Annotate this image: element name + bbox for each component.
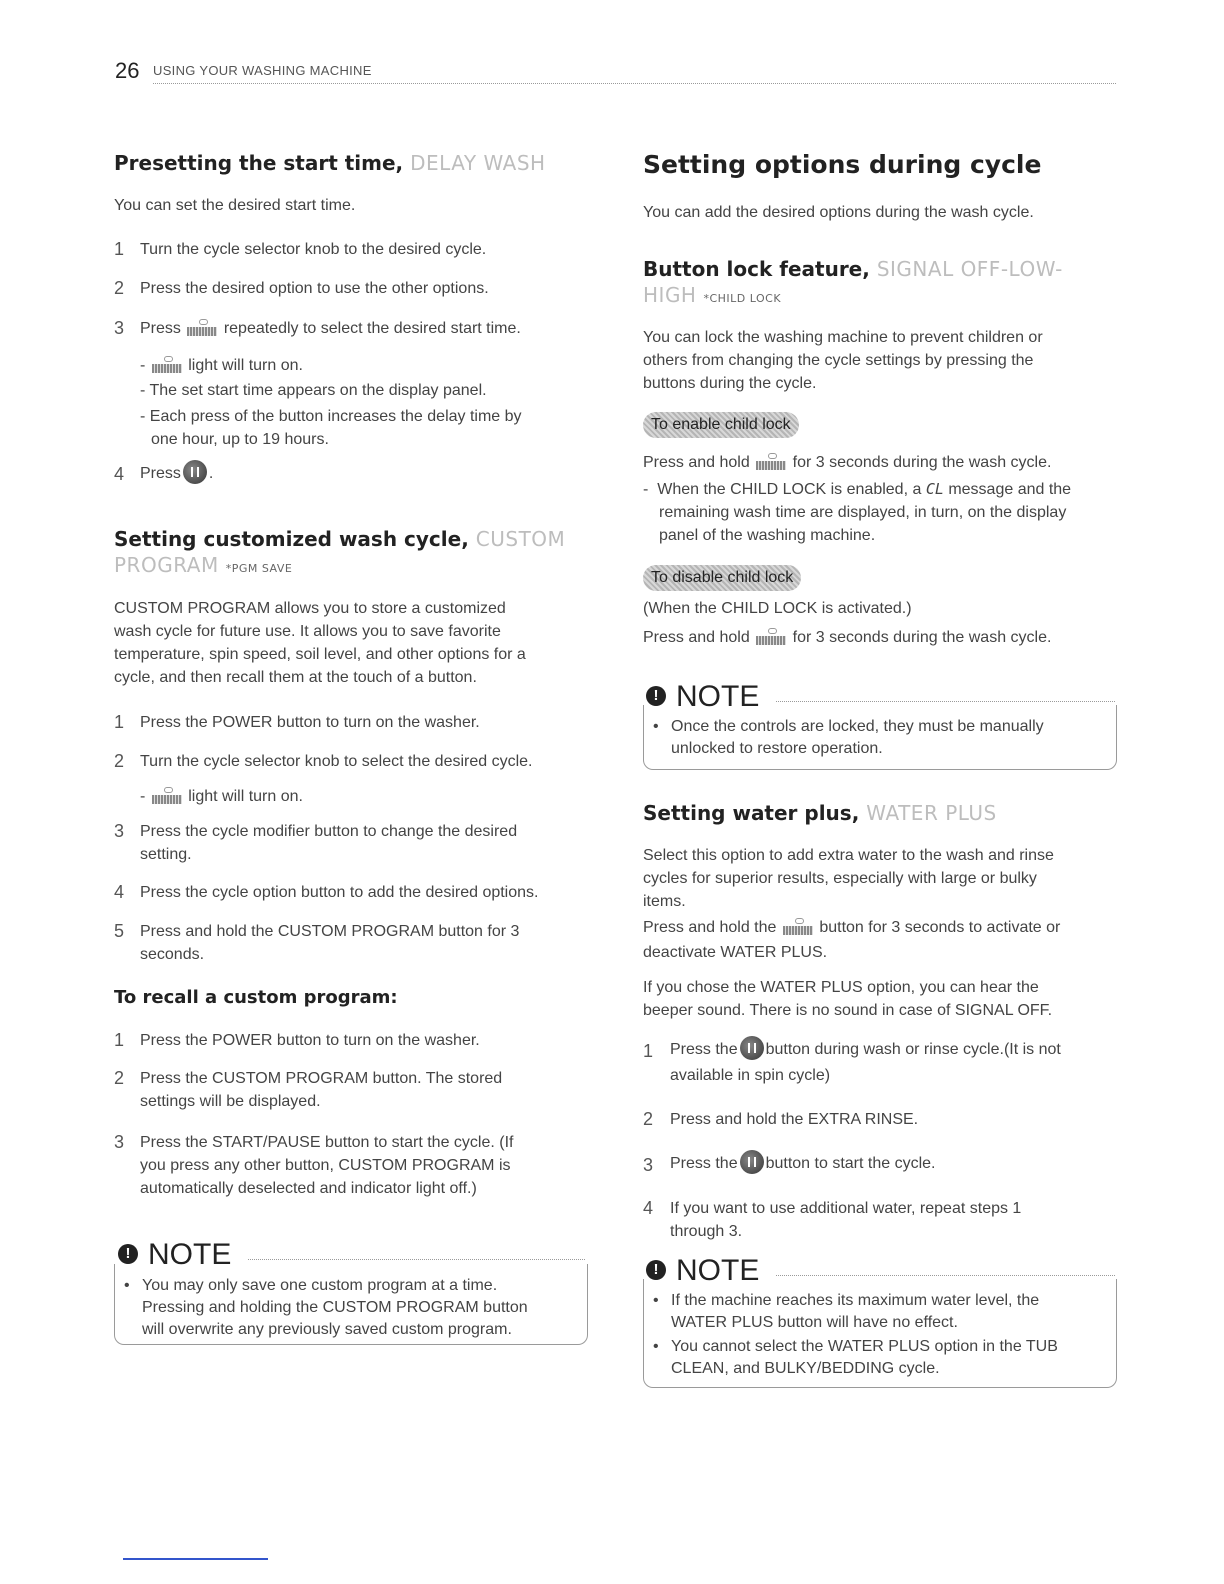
enable-child-lock-detail: - When the CHILD LOCK is enabled, a CL message and the remaining wash time are displayed, in turn, on the display panel of the washing machine. xyxy=(643,480,1072,544)
water-plus-beep: If you chose the WATER PLUS option, you can hear the beeper sound. There is no sound in case of SIGNAL OFF. xyxy=(643,979,1053,1019)
button-lock-heading: Button lock feature, SIGNAL OFF-LOW- HIGH *CHILD LOCK xyxy=(643,257,1063,307)
custom-sub: - light will turn on. xyxy=(140,785,303,808)
delay-wash-light-icon xyxy=(150,355,184,377)
enable-child-lock-instruction: Press and hold for 3 seconds during the wash cycle. xyxy=(643,451,1051,474)
cl-display-code: CL xyxy=(925,480,944,498)
disable-condition: (When the CHILD LOCK is activated.) xyxy=(643,600,912,617)
note-heading-1: ! NOTE xyxy=(118,1238,231,1272)
water-plus-hold: Press and hold the button for 3 seconds to activate or deactivate WATER PLUS. xyxy=(643,916,1123,964)
note-icon: ! xyxy=(118,1244,138,1264)
enable-child-lock-label: To enable child lock xyxy=(643,412,799,438)
custom-intro: CUSTOM PROGRAM allows you to store a customized wash cycle for future use. It allows you to save favorite temperature, spin speed, soil level, and other options for a cycle, and then recall them at the touch of a button. xyxy=(114,600,526,686)
custom-program-heading: Setting customized wash cycle, CUSTOM PROGRAM *PGM SAVE xyxy=(114,527,566,577)
note-heading-2: ! NOTE xyxy=(646,680,759,714)
water-plus-intro: Select this option to add extra water to the wash and rinse cycles for superior results, especially with large or bulky items. xyxy=(643,847,1054,910)
delay-wash-button-icon xyxy=(185,318,219,340)
page-number: 26 xyxy=(115,58,140,83)
recall-step-3: 3 Press the START/PAUSE button to start the cycle. (If you press any other button, CUSTOM PROGRAM is automatically deselected and indicator light off.) xyxy=(114,1132,514,1197)
options-heading: Setting options during cycle xyxy=(643,150,1042,179)
options-intro: You can add the desired options during the wash cycle. xyxy=(643,204,1034,221)
delay-sub-4: one hour, up to 19 hours. xyxy=(151,431,329,448)
delay-intro: You can set the desired start time. xyxy=(114,197,356,214)
water-step-4: 4 If you want to use additional water, repeat steps 1 through 3. xyxy=(643,1198,1022,1240)
header-rule xyxy=(153,83,1116,84)
note-rule-2 xyxy=(776,701,1115,702)
signal-button-icon xyxy=(754,452,788,474)
note-rule-1 xyxy=(248,1259,585,1260)
recall-heading: To recall a custom program: xyxy=(114,987,398,1008)
delay-sub-3: - Each press of the button increases the delay time by xyxy=(140,408,522,425)
delay-wash-heading: Presetting the start time, DELAY WASH xyxy=(114,151,546,175)
recall-step-2: 2 Press the CUSTOM PROGRAM button. The stored settings will be displayed. xyxy=(114,1068,503,1110)
note-heading-3: ! NOTE xyxy=(646,1254,759,1288)
disable-child-lock-label: To disable child lock xyxy=(643,565,801,591)
delay-sub-2: - The set start time appears on the display panel. xyxy=(140,382,487,399)
running-header: USING YOUR WASHING MACHINE xyxy=(153,63,372,78)
custom-step-5: 5 Press and hold the CUSTOM PROGRAM button for 3 seconds. xyxy=(114,921,520,963)
delay-sub-1: - light will turn on. xyxy=(140,354,303,377)
custom-step-3: 3 Press the cycle modifier button to change the desired setting. xyxy=(114,821,518,863)
water-plus-button-icon xyxy=(781,917,815,939)
water-step-1: 1 Press the button during wash or rinse cycle.(It is not available in spin cycle) xyxy=(643,1036,1123,1086)
lock-intro: You can lock the washing machine to prevent children or others from changing the cycle settings by pressing the buttons during the cycle. xyxy=(643,329,1043,392)
signal-button-icon xyxy=(754,627,788,649)
custom-program-light-icon xyxy=(150,786,184,808)
footer-rule xyxy=(123,1558,268,1560)
note-rule-3 xyxy=(776,1275,1115,1276)
disable-child-lock-instruction: Press and hold for 3 seconds during the wash cycle. xyxy=(643,626,1051,649)
start-pause-icon xyxy=(181,460,209,488)
water-plus-heading: Setting water plus, WATER PLUS xyxy=(643,801,997,825)
start-pause-icon xyxy=(738,1036,766,1064)
start-pause-icon xyxy=(738,1150,766,1178)
note-icon: ! xyxy=(646,1260,666,1280)
note-icon: ! xyxy=(646,686,666,706)
